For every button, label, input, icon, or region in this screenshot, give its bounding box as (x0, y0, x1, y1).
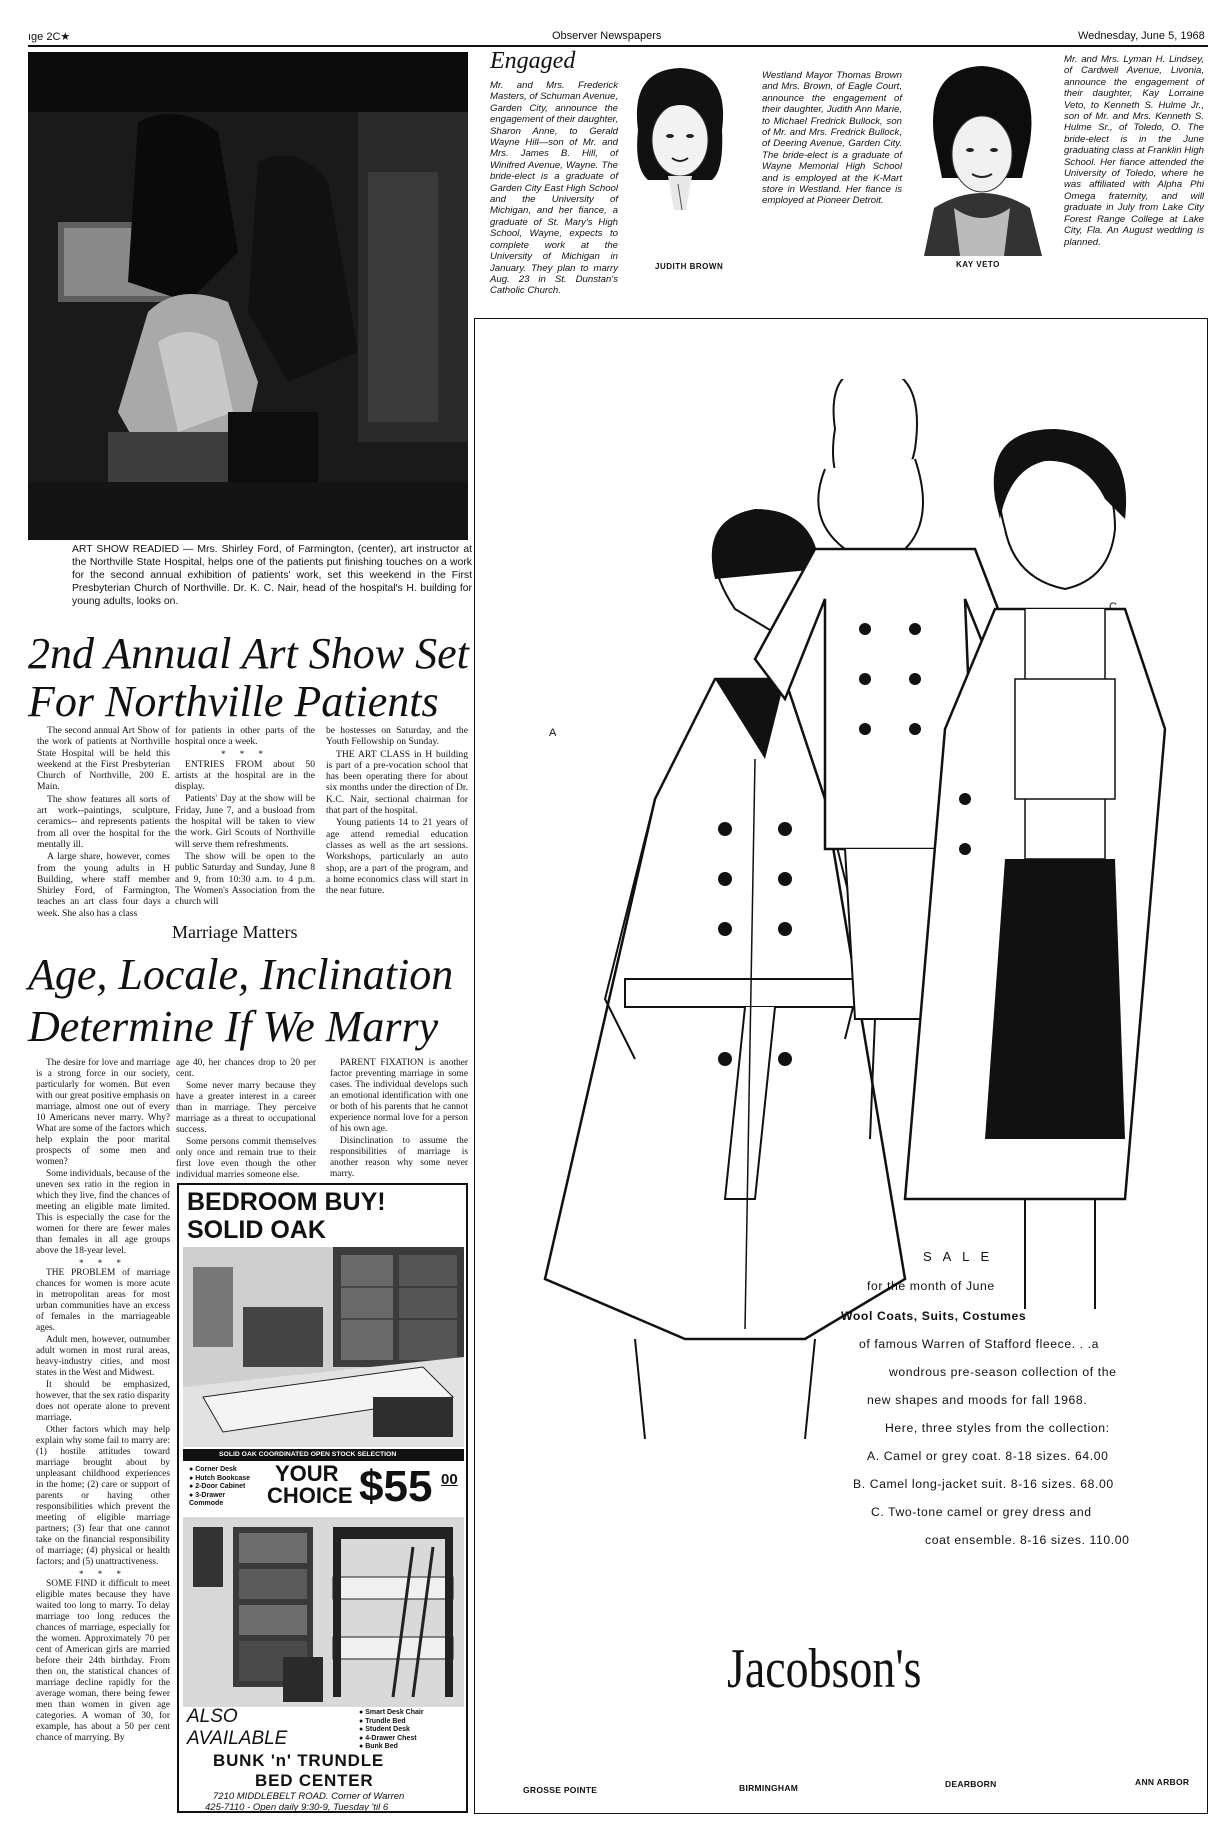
paragraph: THE PROBLEM of marriage chances for women is more acute in metropolitan areas for most urban communities have an excess of females in the marriageable ages. (36, 1268, 170, 1333)
ad-headline-1: BEDROOM BUY! (187, 1188, 386, 1216)
fashion-illustration (485, 379, 1185, 1459)
sale-line-wool: Wool Coats, Suits, Costumes (841, 1309, 1027, 1323)
jacobsons-logo: Jacobson's (727, 1638, 922, 1700)
portrait-caption-judith: JUDITH BROWN (655, 262, 724, 271)
sale-line-here: Here, three styles from the collection: (885, 1421, 1110, 1435)
ad-price-cents: 00 (441, 1471, 458, 1488)
page-number: ıge 2C★ (28, 31, 71, 43)
ad-phone-hours: 425-7110 - Open daily 9:30-9, Tuesday 'til 6 (205, 1802, 389, 1813)
art-story-column-1 (37, 725, 170, 920)
paragraph: ENTRIES FROM about 50 artists at the hospital are in the display. (175, 758, 315, 793)
art-show-photo (28, 52, 468, 540)
art-story-column-3 (326, 725, 468, 897)
paragraph: Patients' Day at the show will be Friday, June 7, and a busload from the hospital will be taken to view the work. Girl Scouts of Northville will serve them refreshments. (175, 793, 315, 850)
engaged-blurb-brown: Westland Mayor Thomas Brown and Mrs. Brown, of Eagle Court, announce the engagement of their daughter, Judith Ann Marie, to Michael Fredrick Bullock, son of Mr. and Mrs. Fredrick Bullock, of Deering Avenue, Garden City. The bride-elect is a graduate of Wayne Memorial High School and is employed at the K-Mart store in Westland. Her fiance is employed at Pioneer Detroit. (762, 70, 902, 207)
sale-line-month: for the month of June (867, 1279, 995, 1293)
marriage-headline-line-2: Determine If We Marry (28, 1002, 439, 1051)
list-item: ● 3-Drawer Commode (189, 1491, 226, 1507)
section-break: * * * (221, 748, 269, 759)
sale-item-b: B. Camel long-jacket suit. 8-16 sizes. 68.00 (853, 1477, 1114, 1491)
store-birmingham: BIRMINGHAM (739, 1783, 799, 1793)
judith-brown-portrait (620, 60, 738, 246)
ad-headline-2: SOLID OAK (187, 1216, 326, 1244)
paragraph: A large share, however, comes from the young adults in H Building, where staff member Shirley Ford, of Farmington, teaches an art class four days a week. She also has a class (37, 851, 170, 919)
sale-item-c-line-1: C. Two-tone camel or grey dress and (871, 1505, 1092, 1519)
art-headline-line-2: For Northville Patients (28, 677, 439, 726)
paragraph: The second annual Art Show of the work of patients at Northville State Hospital will be held this weekend at the First Presbyterian Church of Northville, 200 E. Main. (37, 725, 170, 793)
list-item: ● Student Desk (359, 1726, 410, 1733)
list-item: ● 2-Door Cabinet (189, 1483, 246, 1490)
store-ann-arbor: ANN ARBOR (1135, 1777, 1190, 1787)
sale-item-c-line-2: coat ensemble. 8-16 sizes. 110.00 (925, 1533, 1130, 1547)
art-story-column-2 (175, 725, 315, 908)
paragraph: Some individuals, because of the uneven sex ratio in the region in which they live, find the chances of meeting an eligible mate limited. This is especially the case for the women for there are fewer males than females in all age groups above the 18-year level. (36, 1169, 170, 1256)
figure-label-a: A (549, 727, 557, 739)
issue-date: Wednesday, June 5, 1968 (1078, 30, 1205, 42)
kay-veto-portrait (914, 58, 1048, 256)
photo-image (28, 52, 468, 540)
list-item: ● 4-Drawer Chest (359, 1734, 417, 1742)
paragraph: The show will be open to the public Saturday and Sunday, June 8 and 9, from 10:30 a.m. to 4 p.m. The Women's Association from the church will (175, 850, 315, 908)
list-item: ● Bunk Bed (359, 1743, 398, 1750)
ad-also: ALSO (187, 1706, 238, 1727)
paragraph: SOME FIND it difficult to meet eligible mates because they have waited too long to marry. To delay marriage too long reduces the chances of marriage, especially for the women. Approximately 70 per cent of American girls are married before their 24th birthday. From then on, the statistical chances of marriage decline rapidly for the average woman, there being fewer men than women in given age categories. A woman of 30, for example, has about a 50 per cent chance of marrying. By (36, 1579, 170, 1743)
ad-bed-center: BED CENTER (255, 1771, 374, 1790)
store-dearborn: DEARBORN (945, 1779, 997, 1789)
ad-your: YOUR (275, 1461, 339, 1486)
ad-price: $55 (359, 1462, 433, 1511)
paragraph: The desire for love and marriage is a strong force in our society, particularly for women. But even with our great positive emphasis on marriage, almost one out of every 10 Americans never marry. Why? What are some of the factors which help explain the poor marital prospects of some men and women? (36, 1058, 170, 1167)
section-break: * * * (79, 1569, 127, 1579)
bedroom-set-illustration (183, 1247, 464, 1447)
marriage-headline-line-1: Age, Locale, Inclination (28, 950, 454, 999)
portrait-image (620, 60, 738, 246)
sale-line-shapes: new shapes and moods for fall 1968. (867, 1393, 1088, 1407)
engaged-blurb-masters: Mr. and Mrs. Frederick Masters, of Schuman Avenue, Garden City, announce the engagement of their daughter, Sharon Anne, to Gerald Wayne Hill—son of Mr. and Mrs. James B. Hill, of Winifred Avenue, Wayne. The bride-elect is a graduate of Garden City East High School and the University of Michigan, and her fiance, a graduate of St. Mary's High School, Wayne, expects to complete work at the University of Michigan in January. They plan to marry Aug. 23 in St. Dunstan's Catholic Church. (490, 80, 619, 297)
art-headline-line-1: 2nd Annual Art Show Set (28, 629, 469, 678)
list-item: ● Hutch Bookcase (189, 1474, 251, 1482)
section-break: * * * (79, 1258, 127, 1268)
paragraph: for patients in other parts of the hospital once a week. (175, 725, 315, 748)
marriage-kicker: Marriage Matters (172, 922, 298, 942)
engaged-title: Engaged (490, 48, 576, 74)
store-grosse-pointe: GROSSE POINTE (523, 1785, 598, 1795)
paragraph: It should be emphasized, however, that the sex ratio disparity does not operate alone to prevent marriage. (36, 1380, 170, 1423)
bedroom-ad (177, 1183, 468, 1813)
newspaper-name: Observer Newspapers (552, 30, 662, 42)
header-rule (28, 45, 1208, 47)
paragraph: age 40, her chances drop to 20 per cent. (176, 1058, 316, 1079)
list-item: ● Corner Desk (189, 1466, 237, 1473)
paragraph: The show features all sorts of art work--paintings, sculpture, ceramics-- and represents patients from all over the hospital for the mentally ill. (37, 793, 170, 850)
list-item: ● Trundle Bed (359, 1717, 406, 1725)
ad-choice: CHOICE (267, 1483, 353, 1508)
paragraph: Young patients 14 to 21 years of age attend remedial education classes as well as the art sessions. Workshops, particularly an auto shop, are a part of the program, and a home economics class will start in the near future. (326, 817, 468, 897)
ad-bunk-trundle: BUNK 'n' TRUNDLE (213, 1751, 385, 1770)
paragraph: Disinclination to assume the responsibilities of marriage is another reason why some never marry. (330, 1136, 468, 1179)
paragraph: Adult men, however, outnumber adult women in most rural areas, heavy-industry cities, and most states in the West and Midwest. (36, 1335, 170, 1378)
ad-selection-strip: SOLID OAK COORDINATED OPEN STOCK SELECTION (183, 1449, 464, 1461)
portrait-image (914, 58, 1048, 256)
marriage-column-3 (330, 1058, 468, 1181)
ad-items-right (359, 1709, 459, 1752)
paragraph: Other factors which may help explain why some fail to marry are: (1) hostile attitudes toward marriage brought about by unpleasant childhood experiences in the home; (2) care or support of parents or having other responsibilities which prevent the meeting of eligible marriage partners; (3) fear that one cannot take on the financial responsibility of marriage; (4) physical or health factors; and (5) unattractiveness. (36, 1425, 170, 1567)
sale-line-wondrous: wondrous pre-season collection of the (889, 1365, 1117, 1379)
figure-label-b: B (805, 541, 813, 553)
ad-address: 7210 MIDDLEBELT ROAD. Corner of Warren (213, 1791, 405, 1802)
photo-caption: ART SHOW READIED — Mrs. Shirley Ford, of Farmington, (center), art instructor at the Northville State Hospital, helps one of the patients put finishing touches on a work for the second annual exhibition of patients' work, set this weekend in the First Presbyterian Church of Northville. Dr. K. C. Nair, head of the hospital's H. building for young adults, looks on. (72, 544, 472, 607)
paragraph: THE ART CLASS in H building is part of a pre-vocation school that has been operating there for about six months under the direction of Dr. K.C. Nair, sectional chairman for that part of the hospital. (326, 748, 468, 817)
jacobsons-ad (474, 318, 1208, 1814)
paragraph: Some persons commit themselves only once and remain true to their first love even though the other individual marries someone else. (176, 1137, 316, 1180)
portrait-caption-kay: KAY VETO (956, 260, 1000, 269)
paragraph: be hostesses on Saturday, and the Youth Fellowship on Sunday. (326, 725, 468, 748)
marriage-column-2 (176, 1058, 316, 1182)
list-item: ● Smart Desk Chair (359, 1709, 424, 1716)
engaged-blurb-lindsey: Mr. and Mrs. Lyman H. Lindsey, of Cardwell Avenue, Livonia, announce the engagement of their daughter, Kay Lorraine Veto, to Kenneth S. Hulme Jr., son of Mr. and Mrs. Kenneth S. Hulme Sr., of Toledo, O. The bride-elect is in the June graduating class at Franklin High School. Her fiance attended the University of Toledo, where he was affiliated with Alpha Phi Omega fraternity, and will graduate in July from Lake City Forest Range College at Lake City, Fla. An August wedding is planned. (1064, 54, 1204, 248)
figure-label-c: C (1109, 601, 1117, 613)
bunk-bed-illustration (183, 1517, 464, 1707)
sale-heading: S A L E (923, 1249, 994, 1264)
sale-line-famous: of famous Warren of Stafford fleece. . .a (859, 1337, 1100, 1351)
paragraph: PARENT FIXATION is another factor preventing marriage in some cases. The individual develops such an emotional identification with one or both of his parents that he cannot experience normal love for a person of his own age. (330, 1058, 468, 1134)
marriage-column-1 (36, 1058, 170, 1745)
paragraph: Some never marry because they have a greater interest in a career than in marriage. They perceive marriage as a threat to occupational success. (176, 1081, 316, 1135)
sale-item-a: A. Camel or grey coat. 8-18 sizes. 64.00 (867, 1449, 1109, 1463)
ad-available: AVAILABLE (187, 1728, 288, 1749)
ad-items-left (189, 1466, 259, 1509)
